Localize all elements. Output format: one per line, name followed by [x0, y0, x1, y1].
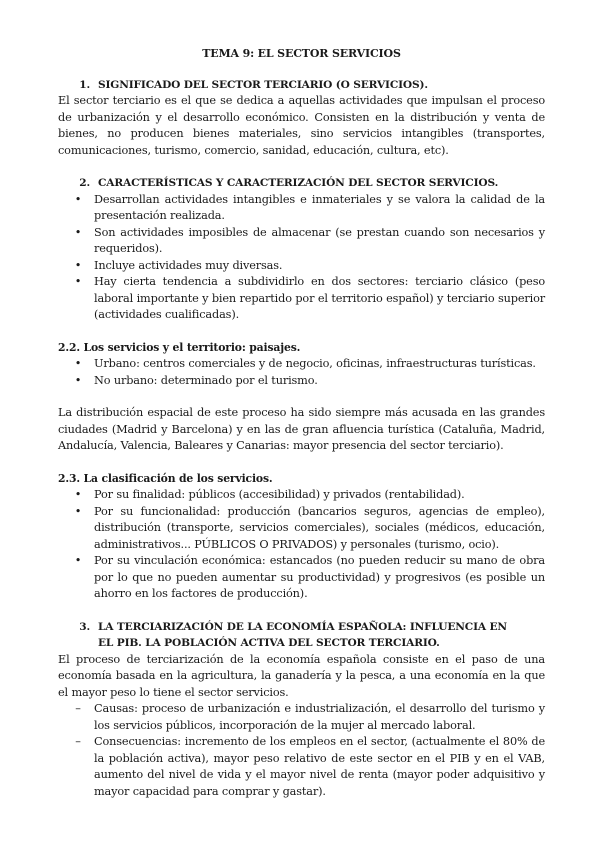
section-3-dash-list — [58, 701, 545, 800]
section-2-bullet-list — [58, 192, 545, 324]
section-number: 3. — [79, 620, 90, 633]
section-3-heading — [58, 619, 545, 636]
subsection-2-2-paragraph: La distribución espacial de este proceso ha sido siempre más acusada en las grandes ciudades (Madrid y Barcelona) y en las de gran afluencia turística (Cataluña, Madrid, Andalucía, Valencia, Baleares y Canarias: mayor presencia del sector terciario). — [58, 406, 545, 452]
bullet-icon: • — [74, 357, 82, 370]
section-1-heading — [58, 77, 545, 94]
section-1-paragraph: El sector terciario es el que se dedica a aquellas actividades que impulsan el proceso de urbanización y el desarrollo económico. Consisten en la distribución y venta de bienes, no producen bienes materiales, sino servicios intangibles (transportes, comunicaciones, turismo, comercio, sanidad, educación, cultura, etc). — [58, 94, 545, 157]
list-item: • Desarrollan actividades intangibles e inmateriales y se valora la calidad de la presentación realizada. — [58, 192, 545, 225]
section-title: SIGNIFICADO DEL SECTOR TERCIARIO (O SERVICIOS). — [98, 78, 428, 91]
bullet-icon: • — [74, 488, 82, 501]
section-3-paragraph: El proceso de terciarización de la economía española consiste en el paso de una economía basada en la agricultura, la ganadería y la pesca, a una economía en la que el mayor peso lo tiene el sector servicios. — [58, 652, 545, 699]
section-2-heading — [58, 175, 545, 192]
list-item: – Causas: proceso de urbanización e industrialización, el desarrollo del turismo y los servicios públicos, incorporación de la mujer al mercado laboral. — [58, 701, 545, 734]
bullet-icon: • — [74, 258, 82, 272]
document-page — [58, 46, 545, 800]
bullet-icon: • — [74, 275, 82, 288]
bullet-icon: • — [74, 225, 82, 239]
list-item: • Son actividades imposibles de almacenar (se prestan cuando son necesarios y requeridos). — [58, 225, 545, 258]
subsection-2-2-heading: 2.2. Los servicios y el territorio: paisajes. — [58, 340, 301, 354]
page-title: TEMA 9: EL SECTOR SERVICIOS — [202, 47, 401, 60]
bullet-icon: • — [74, 554, 82, 567]
list-item: • Incluye actividades muy diversas. — [58, 258, 545, 275]
section-title: CARACTERÍSTICAS Y CARACTERIZACIÓN DEL SECTOR SERVICIOS. — [98, 177, 499, 189]
list-item: • Hay cierta tendencia a subdividirlo en dos sectores: terciario clásico (peso laboral importante y bien repartido por el territorio español) y terciario superior (actividades cualificadas). — [58, 274, 545, 324]
list-item: • Por su funcionalidad: producción (bancarios seguros, agencias de empleo), distribución (transporte, servicios comerciales), sociales (médicos, educación, administrativos... PÚBLICOS O PRIVADOS) y personales (turismo, ocio). — [58, 504, 545, 554]
list-item: • Por su finalidad: públicos (accesibilidad) y privados (rentabilidad). — [58, 487, 545, 504]
list-item: • Por su vinculación económica: estancados (no pueden reducir su mano de obra por lo que no pueden aumentar su productividad) y progresivos (es posible un ahorro en los factores de producción). — [58, 553, 545, 603]
section-number: 2. — [79, 177, 90, 189]
bullet-icon: • — [74, 373, 82, 387]
dash-icon: – — [75, 702, 81, 715]
section-number: 1. — [79, 78, 90, 91]
subsection-2-2-bullet-list — [58, 356, 545, 389]
bullet-icon: • — [74, 192, 82, 206]
list-item: • Urbano: centros comerciales y de negocio, oficinas, infraestructuras turísticas. — [58, 356, 545, 373]
dash-icon: – — [75, 735, 81, 748]
list-item: – Consecuencias: incremento de los empleos en el sector, (actualmente el 80% de la población activa), mayor peso relativo de este sector en el PIB y en el VAB, aumento del nivel de vida y el mayor nivel de renta (mayor poder adquisitivo y mayor capacidad para comprar y gastar). — [58, 734, 545, 800]
subsection-2-3-heading: 2.3. La clasificación de los servicios. — [58, 471, 273, 485]
section-title-line-1: LA TERCIARIZACIÓN DE LA ECONOMÍA ESPAÑOLA: INFLUENCIA EN — [98, 620, 507, 633]
subsection-2-3-bullet-list — [58, 487, 545, 603]
bullet-icon: • — [74, 504, 82, 518]
section-title-line-2: EL PIB. LA POBLACIÓN ACTIVA DEL SECTOR TERCIARIO. — [98, 637, 440, 649]
list-item: • No urbano: determinado por el turismo. — [58, 373, 545, 390]
